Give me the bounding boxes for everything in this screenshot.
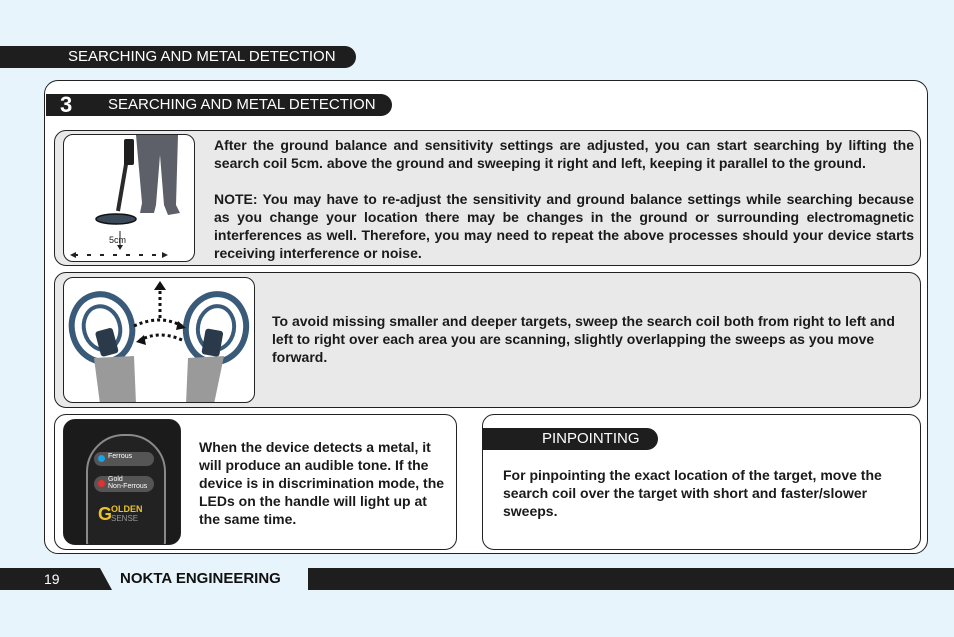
section-title-bar bbox=[46, 94, 392, 116]
search-note: NOTE: You may have to re-adjust the sensitivity and ground balance settings while searching because as you change your location there may be changes in the ground or surrounding electromagnetic interferences as well. Therefore, you may need to repeat the above processes should your device starts receiving interference or noise. bbox=[214, 191, 914, 261]
sweep-illustration bbox=[63, 277, 255, 403]
ferrous-label: Ferrous bbox=[108, 453, 133, 460]
non-ferrous-label: Non-Ferrous bbox=[108, 483, 148, 490]
chapter-header-title: SEARCHING AND METAL DETECTION bbox=[68, 48, 336, 65]
pinpointing-text: For pinpointing the exact location of the target, move the search coil over the target with short and faster/slower sweeps. bbox=[503, 467, 882, 519]
coil-height-illustration bbox=[63, 134, 195, 262]
detector-figure-icon bbox=[64, 135, 195, 262]
gold-led-icon bbox=[98, 480, 105, 487]
gold-led-row bbox=[94, 476, 154, 492]
ferrous-led-icon bbox=[98, 455, 105, 462]
logo-golden: OLDEN bbox=[111, 504, 143, 514]
gold-label: Gold bbox=[108, 476, 123, 483]
chapter-header-bar bbox=[0, 46, 356, 68]
footer-brand: NOKTA ENGINEERING bbox=[120, 570, 281, 587]
page-number: 19 bbox=[44, 571, 60, 587]
section-title: SEARCHING AND METAL DETECTION bbox=[108, 96, 376, 113]
section-number: 3 bbox=[60, 92, 73, 117]
search-paragraph: After the ground balance and sensitivity settings are adjusted, you can start searching by lifting the search coil 5cm. above the ground and sweeping it right and left, keeping it parallel to the ground. bbox=[214, 137, 914, 171]
search-instructions bbox=[214, 136, 914, 262]
logo-sense: SENSE bbox=[111, 514, 139, 523]
golden-sense-logo bbox=[98, 504, 158, 524]
sweep-coils-icon bbox=[64, 278, 255, 403]
sweep-instructions: To avoid missing smaller and deeper targets, sweep the search coil both from right to left and left to right over each area you are scanning, slightly overlapping the sweeps as you move forward. bbox=[272, 313, 895, 365]
audio-led-text: When the device detects a metal, it will produce an audible tone. If the device is in discrimination mode, the LEDs on the handle will light up at the same time. bbox=[199, 439, 445, 527]
pinpointing-title: PINPOINTING bbox=[542, 430, 640, 447]
handle-led-illustration bbox=[63, 419, 181, 545]
ferrous-led-row bbox=[94, 452, 154, 466]
logo-g: G bbox=[98, 504, 113, 524]
coil-height-label: 5cm bbox=[109, 235, 127, 245]
pinpointing-title-bar bbox=[482, 428, 658, 450]
